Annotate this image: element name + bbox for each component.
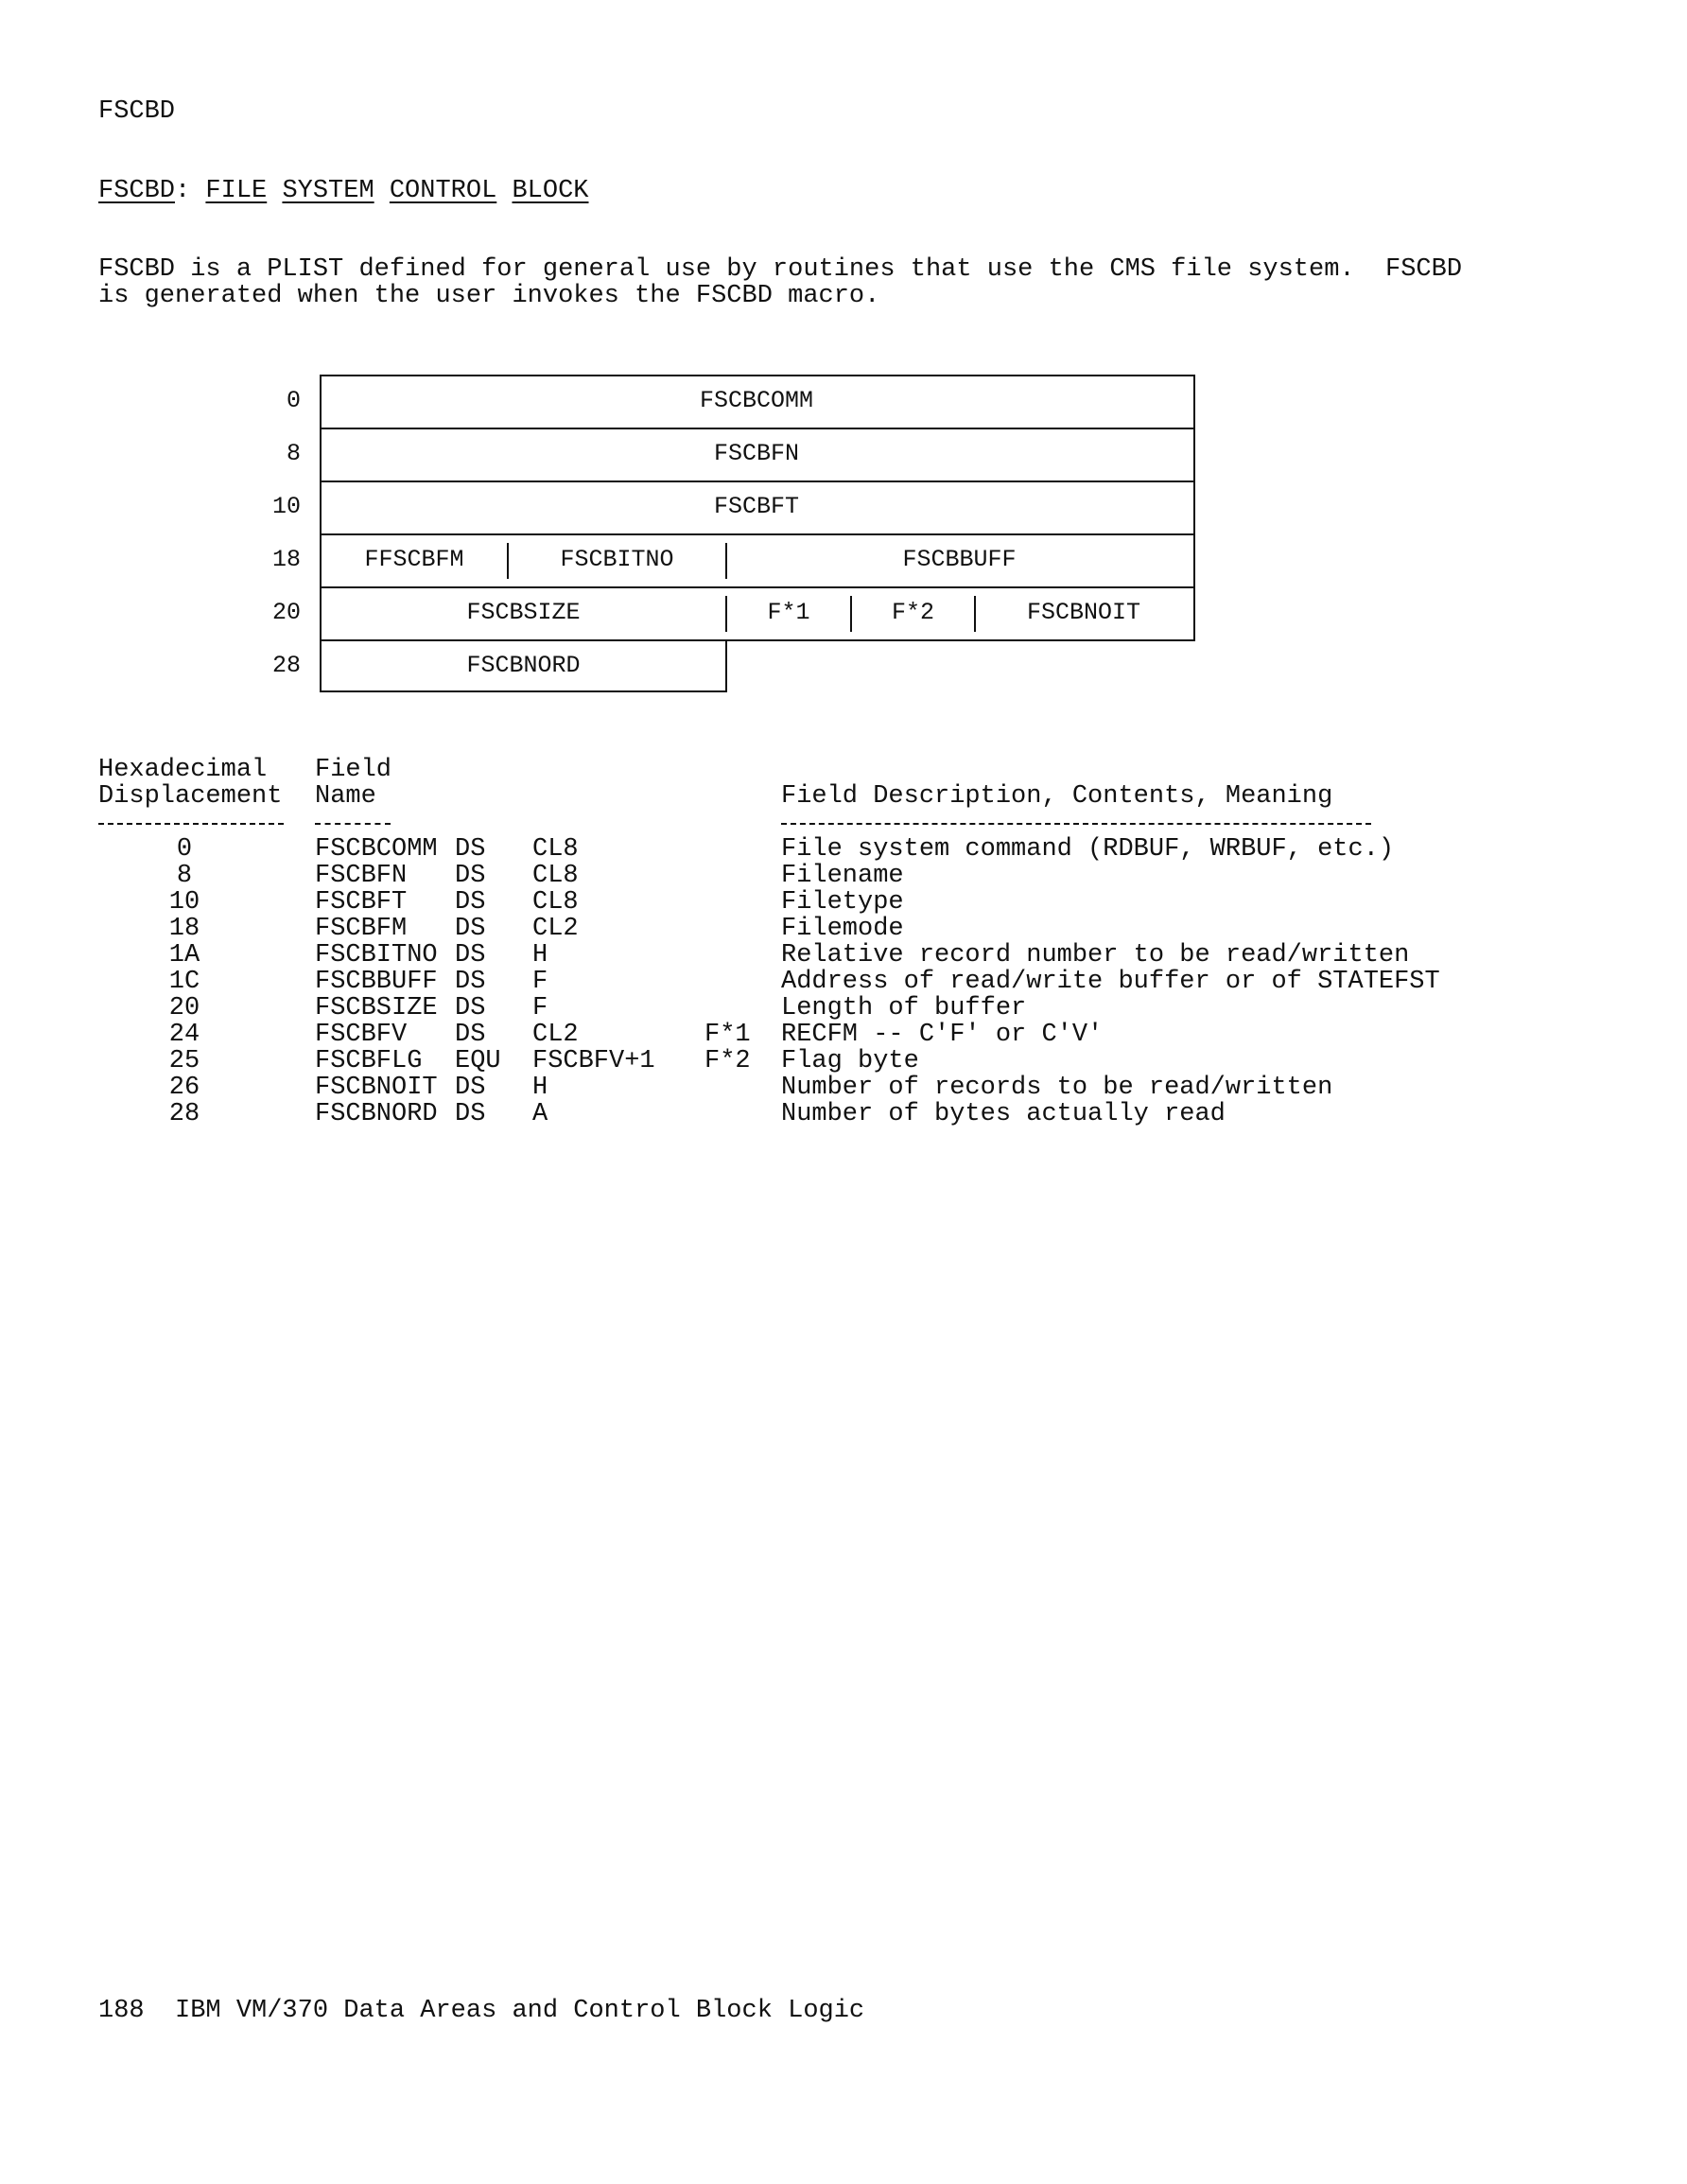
offset-label: 20: [271, 599, 301, 626]
row-type: DS: [455, 915, 486, 943]
row-type: DS: [455, 941, 486, 970]
section-title-sep: :: [175, 177, 191, 205]
field-cell: F*1: [767, 599, 810, 626]
table-row: [0, 836, 1687, 863]
header-field-name-1: Field: [315, 756, 392, 784]
row-displacement: 1C: [168, 968, 200, 996]
section-title: [98, 178, 589, 204]
row-displacement: 18: [168, 915, 200, 943]
row-ref: F*1: [704, 1021, 751, 1049]
row-description: Number of bytes actually read: [781, 1100, 1226, 1128]
row-type: DS: [455, 835, 486, 864]
row-value: CL8: [532, 835, 579, 864]
row-displacement: 8: [176, 862, 193, 890]
row-description: Relative record number to be read/written: [781, 941, 1410, 970]
field-cell: FSCBBUFF: [902, 546, 1017, 573]
section-title-word: FILE: [205, 177, 268, 205]
row-displacement: 0: [176, 835, 193, 864]
row-displacement: 24: [168, 1021, 200, 1049]
header-rule: [781, 823, 1371, 827]
row-displacement: 26: [168, 1074, 200, 1102]
row-type: DS: [455, 1074, 486, 1102]
row-divider: [320, 480, 1193, 482]
offset-label: 28: [271, 652, 301, 679]
row-description: File system command (RDBUF, WRBUF, etc.): [781, 835, 1395, 864]
row-displacement: 10: [168, 888, 200, 917]
row-type: DS: [455, 1100, 486, 1128]
row-description: Address of read/write buffer or of STATEFST: [781, 968, 1440, 996]
section-title-word: CONTROL: [389, 177, 497, 205]
intro-line-2: is generated when the user invokes the FSCBD macro.: [98, 282, 880, 310]
row-value: H: [532, 1074, 548, 1102]
row-description: Filename: [781, 862, 904, 890]
row-field-name: FSCBFV: [315, 1021, 408, 1049]
table-row: [0, 1022, 1687, 1048]
row-type: DS: [455, 994, 486, 1022]
offset-label: 10: [271, 493, 301, 520]
row-type: DS: [455, 968, 486, 996]
row-value: CL2: [532, 915, 579, 943]
field-cell: F*2: [891, 599, 934, 626]
table-row: [0, 942, 1687, 969]
row-description: Filetype: [781, 888, 904, 917]
header-displacement-2: Displacement: [98, 782, 283, 811]
row-displacement: 25: [168, 1047, 200, 1075]
row-field-name: FSCBCOMM: [315, 835, 438, 864]
row-description: Number of records to be read/written: [781, 1074, 1333, 1102]
table-row: [0, 1101, 1687, 1127]
section-title-word: BLOCK: [512, 177, 589, 205]
table-row: [0, 1048, 1687, 1075]
header-displacement-1: Hexadecimal: [98, 756, 268, 784]
row-field-name: FSCBNORD: [315, 1100, 438, 1128]
header-description: Field Description, Contents, Meaning: [781, 782, 1333, 811]
field-cell: FSCBNORD: [466, 652, 581, 679]
field-cell: FSCBCOMM: [699, 387, 814, 414]
section-title-id: FSCBD: [98, 177, 176, 205]
row-field-name: FSCBFLG: [315, 1047, 423, 1075]
row-value: CL8: [532, 862, 579, 890]
row-type: DS: [455, 862, 486, 890]
table-row: [0, 889, 1687, 916]
row-value: H: [532, 941, 548, 970]
table-row: [0, 916, 1687, 942]
row-value: FSCBFV+1: [532, 1047, 655, 1075]
row-divider: [320, 586, 1193, 588]
row-field-name: FSCBSIZE: [315, 994, 438, 1022]
row-divider: [320, 690, 727, 692]
field-cell: FSCBITNO: [560, 546, 674, 573]
field-cell: FSCBNOIT: [1026, 599, 1141, 626]
row-value: CL8: [532, 888, 579, 917]
row-type: EQU: [455, 1047, 501, 1075]
row-field-name: FSCBFN: [315, 862, 408, 890]
row-displacement: 28: [168, 1100, 200, 1128]
row-field-name: FSCBBUFF: [315, 968, 438, 996]
row-field-name: FSCBFM: [315, 915, 408, 943]
row-value: F: [532, 968, 548, 996]
row-value: A: [532, 1100, 548, 1128]
row-value: CL2: [532, 1021, 579, 1049]
section-title-word: SYSTEM: [282, 177, 374, 205]
row-displacement: 20: [168, 994, 200, 1022]
row-field-name: FSCBITNO: [315, 941, 438, 970]
field-cell: FSCBSIZE: [466, 599, 581, 626]
field-cell: FSCBFT: [713, 493, 799, 520]
table-row: [0, 1075, 1687, 1101]
row-ref: F*2: [704, 1047, 751, 1075]
row-field-name: FSCBNOIT: [315, 1074, 438, 1102]
offset-label: 0: [286, 387, 301, 414]
page-footer: 188 IBM VM/370 Data Areas and Control Block Logic: [98, 1997, 865, 2025]
table-row: [0, 995, 1687, 1022]
offset-label: 18: [271, 546, 301, 573]
row-type: DS: [455, 1021, 486, 1049]
table-row: [0, 863, 1687, 889]
row-description: RECFM -- C'F' or C'V': [781, 1021, 1104, 1049]
row-description: Length of buffer: [781, 994, 1027, 1022]
row-type: DS: [455, 888, 486, 917]
header-rule: [98, 823, 284, 827]
row-displacement: 1A: [168, 941, 200, 970]
header-rule: [315, 823, 391, 827]
intro-line-1: FSCBD is a PLIST defined for general use by routines that use the CMS file system. FSCBD: [98, 255, 1463, 284]
offset-label: 8: [286, 440, 301, 467]
row-divider: [725, 639, 727, 692]
row-divider: [320, 428, 1193, 429]
field-cell: FFSCBFM: [364, 546, 464, 573]
running-header: FSCBD: [98, 97, 176, 126]
row-description: Filemode: [781, 915, 904, 943]
row-divider: [320, 533, 1193, 535]
field-cell: FSCBFN: [713, 440, 799, 467]
header-field-name-2: Name: [315, 782, 376, 811]
row-description: Flag byte: [781, 1047, 919, 1075]
row-value: F: [532, 994, 548, 1022]
row-field-name: FSCBFT: [315, 888, 408, 917]
table-row: [0, 969, 1687, 995]
